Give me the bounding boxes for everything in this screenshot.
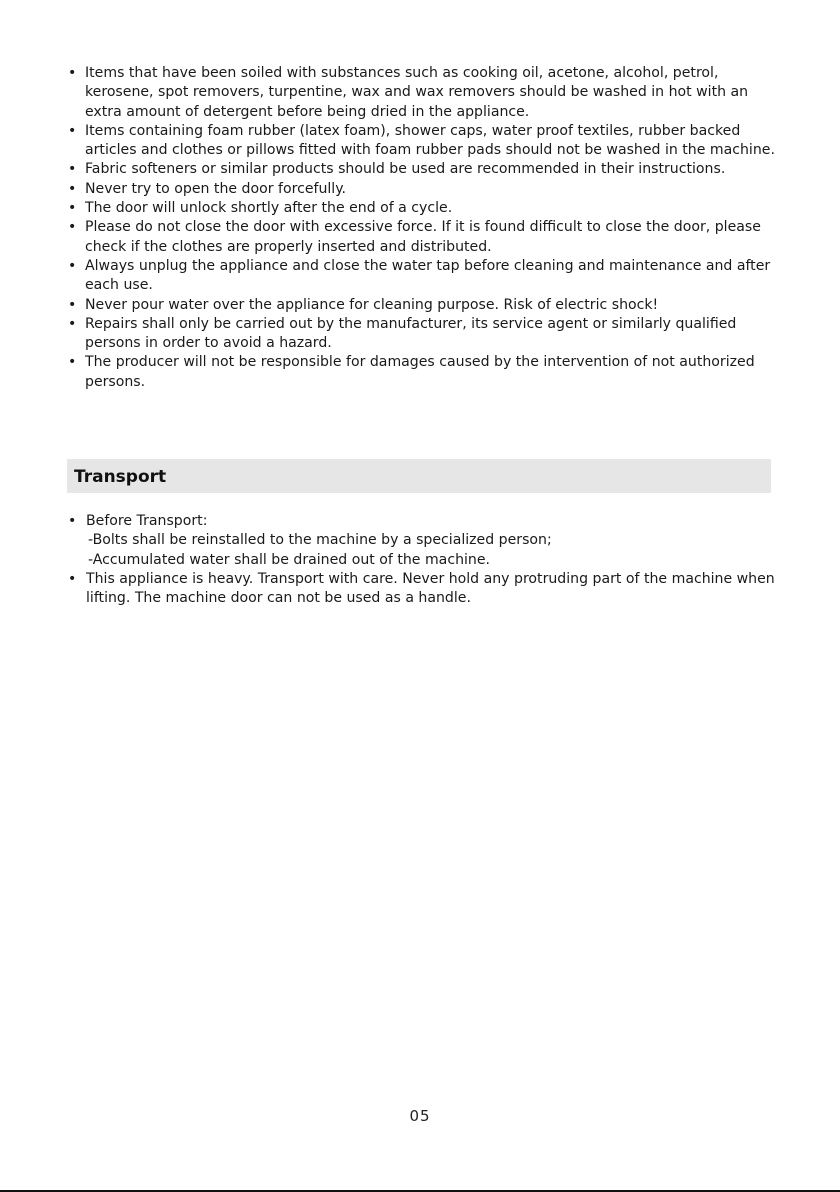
list-item	[68, 180, 788, 199]
bullet-icon: •	[68, 65, 77, 81]
list-item	[68, 257, 788, 296]
bullet-icon: •	[68, 315, 77, 332]
list-item-text: Always unplug the appliance and close the water tap before cleaning and maintenance and after each use.	[85, 257, 771, 294]
list-item	[68, 218, 788, 257]
bullet-icon: •	[68, 122, 77, 139]
list-item	[68, 315, 788, 354]
bullet-icon: •	[68, 257, 77, 274]
list-item-text: Please do not close the door with excessive force. If it is found difficult to close the door, please check if the clothes are properly inserted and distributed.	[85, 219, 761, 255]
page-number: 05	[409, 1107, 431, 1125]
bullet-icon: •	[68, 219, 77, 236]
list-item-text: Never try to open the door forcefully.	[85, 180, 347, 197]
sub-item-water: -Accumulated water shall be drained out of the machine.	[88, 551, 490, 568]
bullet-icon: •	[68, 180, 77, 197]
list-item	[68, 199, 788, 218]
list-item-text: The producer will not be responsible for damages caused by the intervention of not authorized persons.	[85, 354, 755, 390]
bullet-icon: •	[68, 354, 77, 371]
transport-list	[68, 512, 788, 608]
list-item-text: Items that have been soiled with substances such as cooking oil, acetone, alcohol, petrol, kerosene, spot removers, turpentine, wax and wax removers should be washed in hot with an extra amount of detergent before being dried in the appliance.	[85, 65, 749, 120]
list-item-text: Fabric softeners or similar products should be used are recommended in their instructions.	[85, 161, 726, 178]
sub-item-bolts: -Bolts shall be reinstalled to the machine by a specialized person;	[88, 532, 552, 549]
bullet-icon: •	[68, 161, 77, 178]
list-item-text: The door will unlock shortly after the end of a cycle.	[85, 200, 453, 217]
list-item	[68, 296, 788, 315]
before-transport-heading: Before Transport:	[86, 513, 208, 529]
list-item-text: Never pour water over the appliance for cleaning purpose. Risk of electric shock!	[85, 296, 659, 313]
list-item	[68, 353, 788, 392]
bullet-icon: •	[68, 296, 77, 313]
list-item-text: Repairs shall only be carried out by the manufacturer, its service agent or similarly qualified persons in order to avoid a hazard.	[85, 315, 737, 352]
list-item	[68, 122, 788, 161]
list-item	[68, 64, 788, 122]
list-item-before-transport	[68, 512, 788, 570]
transport-section-header	[67, 459, 771, 493]
bullet-icon: •	[68, 570, 77, 587]
heavy-appliance-note: This appliance is heavy. Transport with care. Never hold any protruding part of the machine when lifting. The machine door can not be used as a handle.	[86, 570, 775, 607]
list-item-text: Items containing foam rubber (latex foam), shower caps, water proof textiles, rubber backed articles and clothes or pillows fitted with foam rubber pads should not be washed in the machine.	[85, 122, 775, 159]
bullet-icon: •	[68, 200, 77, 217]
list-item-heavy-appliance	[68, 570, 788, 609]
bullet-icon: •	[68, 513, 77, 529]
section-title: Transport	[74, 467, 167, 487]
safety-instructions-list	[68, 64, 788, 392]
list-item	[68, 160, 788, 179]
